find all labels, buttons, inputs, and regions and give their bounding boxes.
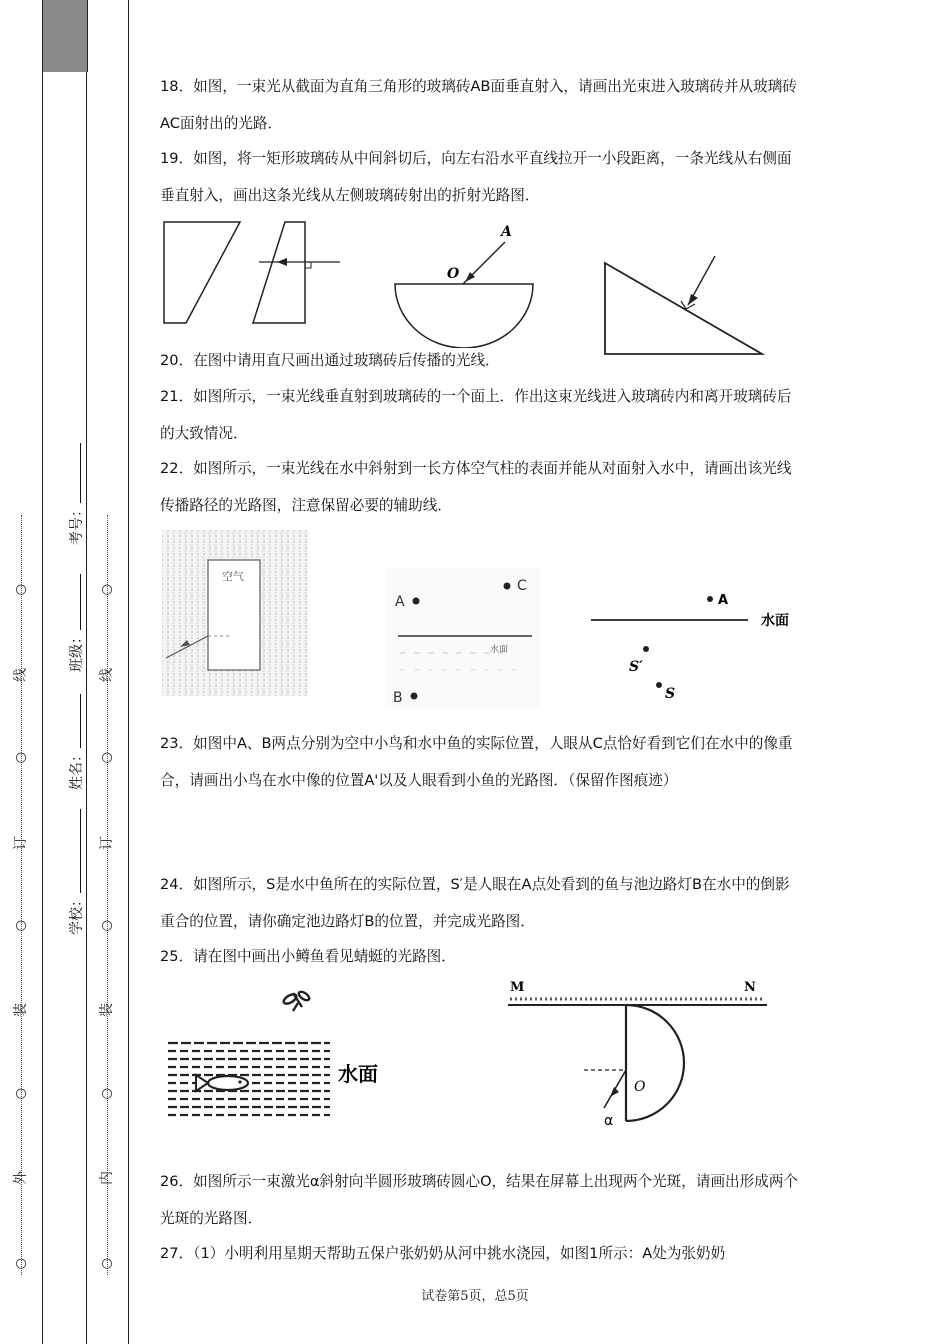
question-25: 25．请在图中画出小鳟鱼看见蜻蜓的光路图． — [160, 948, 456, 965]
exam-no-field[interactable] — [66, 443, 86, 545]
figure-air-column-in-water — [160, 528, 310, 698]
exam-no-label: 考号： — [69, 503, 85, 545]
label-water-surface: 水面 — [490, 645, 509, 655]
question-27: 27．（1）小明利用星期天帮助五保户张奶奶从河中挑水浇园，如图1所示：A处为张奶奶 — [160, 1245, 726, 1262]
figure-fish-lamp-reflection — [585, 585, 805, 705]
question-20: 20．在图中请用直尺画出通过玻璃砖后传播的光线． — [160, 352, 500, 369]
label-alpha: α — [604, 1113, 614, 1129]
inner-seal-char: 线 — [99, 668, 115, 682]
margin-rule — [128, 0, 129, 1344]
margin-rule — [42, 0, 43, 1344]
outer-seal-line — [21, 515, 22, 1275]
figure-trout-dragonfly — [160, 985, 400, 1130]
label-N: N — [744, 980, 756, 995]
label-S-prime: S′ — [629, 659, 643, 675]
seal-circle: ○ — [101, 918, 113, 933]
water-hatching — [168, 1043, 330, 1115]
seal-circle: ○ — [15, 918, 27, 933]
seal-circle: ○ — [101, 1086, 113, 1101]
inner-seal-line — [107, 515, 108, 1275]
margin-rule — [86, 0, 87, 1344]
inner-seal-char: 装 — [99, 1003, 115, 1017]
label-S: S — [665, 686, 676, 702]
outer-seal-char: 线 — [13, 668, 29, 682]
label-O: O — [634, 1079, 646, 1095]
inner-seal-char: 订 — [99, 836, 115, 850]
class-label: 班级： — [69, 630, 85, 672]
label-C: C — [517, 578, 527, 594]
question-22: 22．如图所示，一束光线在水中斜射到一长方体空气柱的表面并能从对面射入水中，请画出该光线传播路径的光路图，注意保留必要的辅助线． — [160, 460, 792, 514]
outer-seal-char: 外 — [13, 1171, 29, 1185]
figure-semicircle-screen-MN — [500, 975, 775, 1130]
school-label: 学校： — [69, 893, 85, 935]
label-air: 空气 — [222, 570, 244, 583]
figure-bird-fish-points — [385, 568, 540, 708]
label-O: O — [447, 266, 460, 282]
label-B: B — [393, 690, 403, 706]
margin-gray-band — [42, 0, 88, 72]
seal-circle: ○ — [15, 1086, 27, 1101]
seal-circle: ○ — [101, 582, 113, 597]
seal-circle: ○ — [101, 1256, 113, 1271]
question-26: 26．如图所示一束激光α斜射向半圆形玻璃砖圆心O，结果在屏幕上出现两个光斑，请画出形成两个光斑的光路图． — [160, 1173, 799, 1227]
class-field[interactable] — [66, 574, 86, 672]
label-water-surface: 水面 — [338, 1062, 378, 1086]
name-field[interactable] — [66, 694, 86, 790]
binding-margin — [0, 0, 130, 1344]
outer-seal-char: 订 — [13, 836, 29, 850]
school-field[interactable] — [66, 809, 86, 935]
figure-semicircle-glass — [385, 218, 540, 348]
seal-circle: ○ — [15, 582, 27, 597]
question-18: 18．如图，一束光从截面为直角三角形的玻璃砖AB面垂直射入，请画出光束进入玻璃砖并从玻璃砖AC面射出的光路． — [160, 78, 797, 132]
label-M: M — [510, 980, 525, 995]
label-water-surface: 水面 — [761, 613, 789, 629]
inner-seal-char: 内 — [99, 1171, 115, 1185]
question-19: 19．如图，将一矩形玻璃砖从中间斜切后，向左右沿水平直线拉开一小段距离，一条光线从右侧面垂直射入，画出这条光线从左侧玻璃砖射出的折射光路图． — [160, 150, 792, 204]
seal-circle: ○ — [15, 750, 27, 765]
outer-seal-char: 装 — [13, 1003, 29, 1017]
label-A: A — [395, 594, 405, 610]
fish-icon — [196, 1075, 248, 1091]
dragonfly-icon — [282, 990, 310, 1011]
question-24: 24．如图所示，S是水中鱼所在的实际位置，S′是人眼在A点处看到的鱼与池边路灯B在水中的倒影重合的位置，请你确定池边路灯B的位置，并完成光路图． — [160, 876, 790, 930]
seal-circle: ○ — [101, 750, 113, 765]
question-23: 23．如图中A、B两点分别为空中小鸟和水中鱼的实际位置，人眼从C点恰好看到它们在水中的像重合，请画出小鸟在水中像的位置A'以及人眼看到小鱼的光路图．（保留作图痕迹） — [160, 735, 793, 789]
question-21: 21．如图所示，一束光线垂直射到玻璃砖的一个面上．作出这束光线进入玻璃砖内和离开玻璃砖后的大致情况． — [160, 388, 792, 442]
name-label: 姓名： — [69, 748, 85, 790]
figure-split-glass-block — [155, 215, 355, 330]
label-A: A — [501, 224, 512, 240]
label-A: A — [718, 593, 729, 608]
seal-circle: ○ — [15, 1256, 27, 1271]
page-footer: 试卷第5页，总5页 — [421, 1289, 529, 1304]
